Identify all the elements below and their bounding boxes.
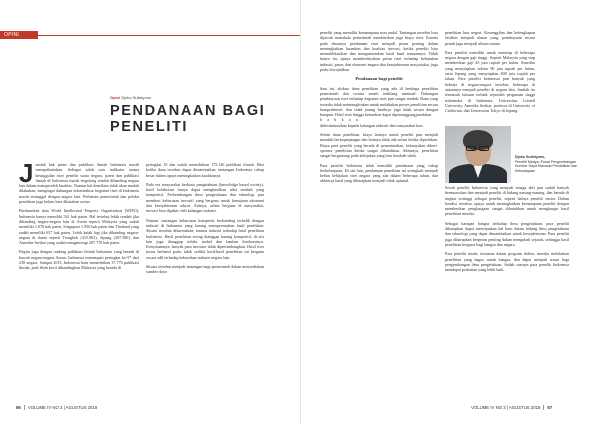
paragraph: Para peneliti Indonesia tidak memiliki pendanaan yang cukup berkelanjutan. Di sisi lain, pendanaan penelitian ini seringkali menjadi beban kebijakan riset negara yang ada dalam beberapa tahun, dan akhirnya hasil yang diharapkan menjadi tidak optimal. [320,162,438,184]
paragraph: Pada era masyarakat berbasis pengetahuan (knowledge based society), hasil kolaborasi hanya dapat menghasilkan nilai tambah yang kompetitif. Perkembangan ilmu pengetahuan dan teknologi pun memberi keharusan inovatif yang berguna untuk kemajuan ekonomi dan kesejahteraan rakyat. Artinya, selain berguna di masyarakat, inovasi bisa dipakai oleh kalangan industri. [146,181,264,214]
article-headline: PENDANAAN BAGI PENELITI [110,103,266,135]
caption-title: Peneliti Madya, Pusat Pengembangan Sumber Daya Manusia Pendidikan dan Kebudayaan [515,159,578,173]
article-column-1 [19,158,139,275]
author-label: Opini [110,95,121,100]
paragraph: Selain dana penelitian, biaya lainnya untuk peneliti pun menjadi masalah berkepanjangan dan lainnya tidak ada solusi ketika diperlukan. Biaya para peneliti yang berada di pemerintahan, kebanyakan diberi-sponsor penelitian ketika sangat dibutuhkan. Akhirnya, penelitian sangat bergantung pada kebijakan yang bisa berubah-ubah. [320,132,438,159]
page-number: 57 [547,405,553,410]
paragraph: Saat ini, alokasi dana penelitian yang ada di lembaga penelitian pemerintah dan swasta masih terbilang minimal. Dukungan pembiayaan riset terhadap kegiatan riset pun sangat rendah. Dana yang tersedia tidak memungkinkan untuk melakukan proses penelitian secara komprehensif, dan tidak jarang hasilnya juga tidak sesuai dengan harapan. Hasil riset hingga kemudian dapat dipertanggungjawabkan [320,85,438,118]
author-line [110,95,151,100]
paragraph: Para peneliti memiliki untuk menetap di beberapa negara dengan gaji tinggi. Seperti Malaysia yang siap memberikan gaji 45 juta rupiah per bulan. Amerika yang menyiapkan sekitar 90 juta rupiah per bulan, serta Jepang yang menyiapkan 600 juta rupiah per tahun. Para peneliti Indonesia pun banyak yang bekerja di negara-negara tersebut, beberapa di antaranya menjadi peneliti di negara lain. Jumlah itu termasuk lulusan terbaik sejumlah perguruan tinggi terkemuka di Indonesia. Universitas Cornell University, Amerika Serikat, profesor di University of California, dan Universitas Tokyo di Jepang. [445,49,535,114]
section-subhead: Pendanaan bagi peneliti [355,76,403,82]
paragraph: peneliti yang memiliki kemampuan riset andal. Tantangan tersebut bisa dijawab manakala pemerintah memberikan juga biaya riset. Karena pada dasarnya pendanaan riset menjadi peran penting dalam meningkatkan kuantitas dan kualitas inovasi, ketika peneliti bisa memublikasikan dan mengumumkan hasil hasil temuannya. Tidak hanya itu, upaya memberdayakan peran riset terhadap kebutuhan industri, pasar, dan ekonomi negara dan kesejahteraan masyarakat, juga perlu diwujudkan. [320,30,438,73]
paragraph: peringkat 35 dan sudah menerbitkan 175.146 publikasi ilmiah. Hari ketika dana tersebut dapat dimanfaatkan, tantangan Indonesia cukup besar dalam upaya meningkatkan kualitasnya. [146,162,264,178]
section-tag: OPINI [0,31,38,39]
paragraph: Namun, tantangan keharusan kompetisi berbanding terbalik dengan industri di Indonesia yang kurang mempersiapkan hasil penelitian. Situasi tersebut dikarenakan, trauma industri terhadap hasil penelitian Indonesia. Hasil penelitian sering dianggap kurang kompetitif, di sisi lain juga dianggap terlalu mahal dan lamban birokrasinya. Kenyataannya, banyak para inovator tidak dipertimbangkan. Hasil riset justru berhenti pada, tidak sedikit hasil-hasil penelitian ini berguna secara adil terhadap kebutuhan industri negara lain. [146,217,264,260]
paragraph: penelitian luar negeri. Kesenggilan dan kelengkapan fasilitas menjadi alasan yang, pembiayaan secara penuh juga menjadi alasan utama. [445,30,535,46]
section-rule [38,35,300,36]
spaced-text: b a h k a n [320,117,361,123]
article-column-3 [320,30,438,188]
paragraph: Jumlah hak paten dan publikasi ilmiah Indonesia masih memprihatinkan. Sebagai salah satu indikator utama keunggulan riset peneliti suatu negara, paten dan publikasi ilmiah di Indonesia masih tergolong rendah dibanding negara lain dalam memperoleh kualitas. Namun hal demikian tidak akan mudah dilakukan, mengingat dukungan infrastruktur kegiatan riset di Indonesia masih tertinggal dengan negara lain. Perhatian pemerintah dan pelaku penelitian juga belum bisa dikatakan serius. [19,158,139,205]
issue-info: VOLUME IV NO 3 | AGUSTUS 2018 [471,405,541,410]
drop-cap: J [19,158,34,188]
paragraph: Begitu juga dengan ranking publikasi ilmiah Indonesia yang berada di bawah negara-negara Asean. Indonesia menempati peringkat ke-57 dari 230 negara. Sampai 2015, Indonesia baru menerbitkan 37.770 publikasi ilmiah, jauh lebih kecil dibandingkan Malaysia yang berada di [19,249,139,271]
right-page [300,0,600,424]
paragraph: didesiminasikan kepada kalangan industri dan masyarakat luas. [320,122,424,128]
article-column-2 [146,162,264,279]
paragraph: Sosok peneliti Indonesia yang menjadi tenaga ahli pun sudah banyak bermunculan dan menjadi peneliti di bidang masing-masing, dan berada di tingkat tertinggi sebagai peneliti, seperti halnya peneliti senior. Dalam kondisi tersebut, upaya untuk meningkatkan kemampuan peneliti dengan memberikan penghargaan sangat dibutuhkan untuk menghargai hasil penelitian mereka. [445,185,569,217]
article-column-5 [445,185,569,276]
caption-name: Djoko Sulistyono, [515,155,546,159]
author-photo [445,126,511,183]
paragraph: Situasi tersebut menjadi tantangan bagi pemerintah dalam menyediakan sumber daya [146,264,264,275]
page-number: 56 [16,405,21,410]
footer-right [471,405,552,410]
author-name: Djoko Sulistyono [121,95,152,100]
photo-caption [515,155,581,173]
issue-info: VOLUME IV NO 3 | AGUSTUS 2018 [27,405,98,410]
paragraph: Berdasarkan data World Intellectual Property Organization (WIPO), Indonesia hanya memiliki 541 hak paten. Hal tersebut lebih rendah jika dibanding negara-negara lain di Asean seperti Malaysia yang sudah memiliki 1.076 hak paten, Singapura 1.056 hak paten dan Thailand yang sudah memiliki 657 hak paten. Lebih kalah lagi jika dibanding negara-negara di dunia seperti Tiongkok (415.902), Jepang (287.580), dan Amerika Serikat yang sudah mengantongi 287.770 hak paten. [19,208,139,246]
paragraph: Para peneliti muda, terutama dalam program doktor, mereka melakukan penelitian yang bagus untuk bangsa, dan dapat menjadi acuan bagi pengembangan ilmu pengetahuan. Sudah saatnya para peneliti Indonesia mendapat perhatian yang lebih baik. [445,251,569,273]
footer-left [16,405,97,410]
paragraph: Sebagai harapan bangsa terhadap ilmu pengetahuan, para peneliti diharapkan dapat menciptakan hal baru dalam bidang ilmu pengetahuan dan teknologi yang dapat dimanfaatkan untuk kesejahteraan. Para peneliti juga diharapkan berperan penting dalam mengubah sejarah, sehingga hasil penelitian berguna bagi bangsa dan negara. [445,220,569,247]
article-column-4 [445,30,535,117]
